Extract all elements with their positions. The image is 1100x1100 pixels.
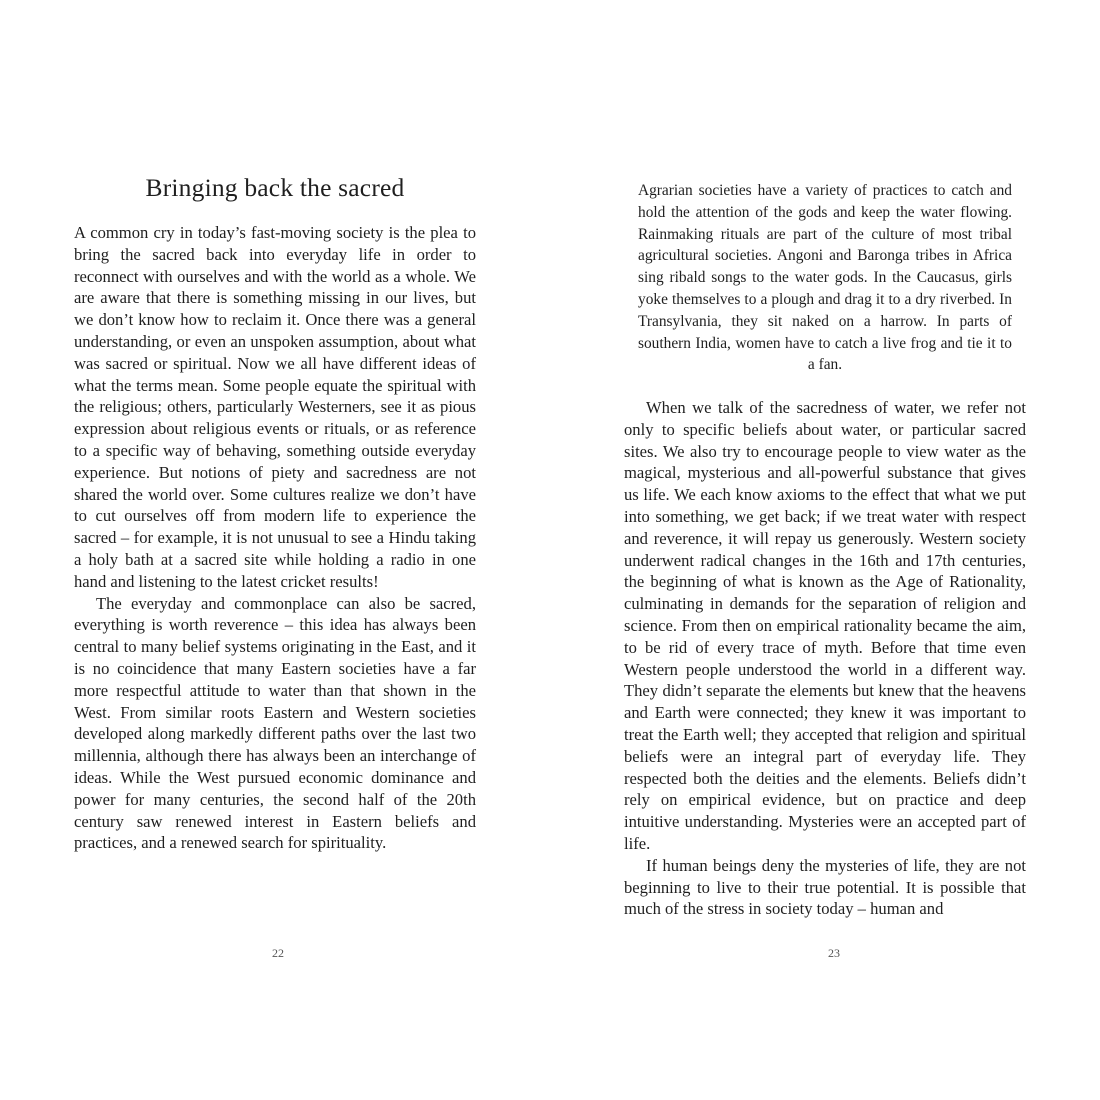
right-page [624, 0, 1026, 1100]
page-number-right: 23 [828, 946, 840, 960]
body-paragraph-3: When we talk of the sacredness of water, we refer not only to specific beliefs about water, or particular sacred sites. We also try to encourage people to view water as the magical, mysterious and all-powerful substance that gives us life. We each know axioms to the effect that what we put into something, we get back; if we treat water with respect and reverence, it will repay us generously. Western society underwent radical changes in the 16th and 17th centuries, the beginning of what is known as the Age of Rationality, culminating in demands for the separation of religion and science. From then on empirical rationality became the aim, to be rid of every trace of myth. Before that time even Western people understood the world in a different way. They didn’t separate the elements but knew that the heavens and Earth were connected; they knew it was important to treat the Earth well; they accepted that religion and spiritual beliefs were an integral part of everyday life. They respected both the deities and the elements. Beliefs didn’t rely on empirical evidence, but on practice and deep intuitive understanding. Mysteries were an accepted part of life. [624, 398, 1026, 853]
right-body-text [624, 397, 1026, 920]
chapter-heading: Bringing back the sacred [145, 173, 405, 202]
body-paragraph-2: The everyday and commonplace can also be sacred, everything is worth reverence – this idea has always been central to many belief systems originating in the East, and it is no coincidence that many Eastern societies have a far more respectful attitude to water than that shown in the West. From similar roots Eastern and Western societies developed along markedly different paths over the last two millennia, although there has always been an interchange of ideas. While the West pursued economic dominance and power for many centuries, the second half of the 20th century saw renewed interest in Eastern beliefs and practices, and a renewed search for spirituality. [74, 593, 476, 853]
feature-text-box: Agrarian societies have a variety of practices to catch and hold the attention of the gods and keep the water flowing. Rainmaking rituals are part of the culture of most tribal agricultural societies. Angoni and Baronga tribes in Africa sing ribald songs to the water gods. In the Caucasus, girls yoke themselves to a plough and drag it to a dry riverbed. In Transylvania, they sit naked on a harrow. In parts of southern India, women have to catch a live frog and tie it to a fan. [638, 182, 1012, 374]
page-number-left: 22 [272, 946, 284, 960]
body-paragraph-4: If human beings deny the mysteries of life, they are not beginning to live to their true potential. It is possible that much of the stress in society today – human and [624, 855, 1026, 919]
left-page [74, 0, 476, 1100]
body-paragraph-1: A common cry in today’s fast-moving society is the plea to bring the sacred back into everyday life in order to reconnect with ourselves and with the world as a whole. We are aware that there is something missing in our lives, but we don’t know how to reclaim it. Once there was a general understanding, or even an unspoken assumption, about what was sacred or spiritual. Now we all have different ideas of what the terms mean. Some people equate the spiritual with the religious; others, particularly Westerners, see it as pious expression about religious events or rituals, or as reference to a specific way of behaving, something outside everyday experience. But notions of piety and sacredness are not shared the world over. Some cultures realize we don’t have to cut ourselves off from modern life to experience the sacred – for example, it is not unusual to see a Hindu taking a holy bath at a sacred site while holding a radio in one hand and listening to the latest cricket results! [74, 223, 476, 591]
left-body-text [74, 222, 476, 854]
